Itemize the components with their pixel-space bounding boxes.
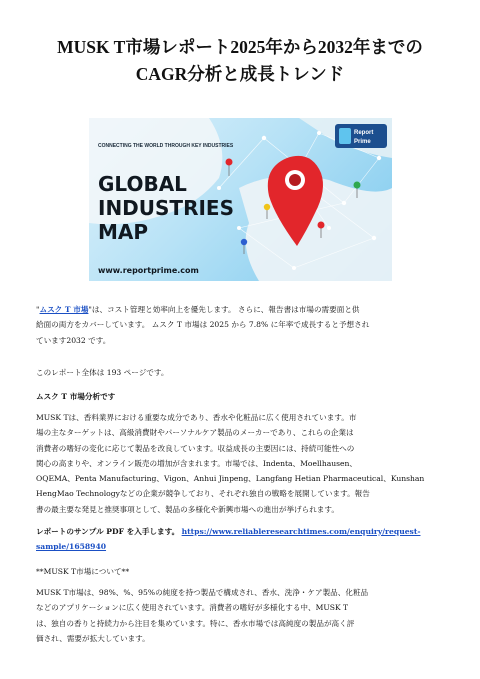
banner-image (89, 118, 392, 281)
about-heading: **MUSK T市場について** (36, 567, 130, 576)
analysis-line: 書の最主要な発見と推奨事項として、製品の多様化や新興市場への進出が挙げられます。 (36, 504, 339, 514)
market-link[interactable]: ムスク T 市場 (39, 305, 89, 314)
analysis-line: 関心の高まりや、オンライン販売の増加が含まれます。市場では、Indenta、Moellhausen、 (36, 458, 358, 468)
sample-request (36, 524, 448, 555)
about-line: 価され、需要が拡大しています。 (36, 633, 150, 643)
analysis-line: OQEMA、Penta Manufacturing、Vigon、Anhui Jinpeng、Langfang Hetian Pharmaceutical、Kunshan (36, 474, 425, 484)
quote-close: " (88, 305, 92, 314)
page-title-line2: CAGR分析と成長トレンド (135, 64, 345, 84)
analysis-line: HengMao Technologyなどの企業が競争しており、それぞれ独自の戦略を展開しています。報告 (36, 489, 370, 499)
sample-url-link-cont[interactable]: sample/1658940 (36, 542, 107, 552)
analysis-line: MUSK Tは、香料業界における重要な成分であり、香水や化粧品に広く使用されています。市 (36, 413, 357, 422)
logo-text-line2: Prime (354, 139, 371, 145)
banner-tagline: CONNECTING THE WORLD THROUGH KEY INDUSTRIES (98, 143, 234, 149)
intro-line2: 給面の両方をカバーしています。 ムスク T 市場は 2025 から 7.8% に年率で成長すると予想され (36, 320, 370, 330)
pages-note: このレポート全体は 193 ページです。 (36, 368, 169, 377)
intro-line1-rest: は、コスト管理と効率向上を優先します。 さらに、報告書は市場の需要面と供 (91, 305, 360, 314)
analysis-line: 場の主なターゲットは、高級消費財やパーソナルケア製品のメーカーであり、これらの企業は (36, 428, 354, 438)
about-line: MUSK T市場は、98%、%、95%の純度を持つ製品で構成され、香水、洗浄・ケア製品、化粧品 (36, 588, 369, 597)
analysis-paragraph (36, 410, 448, 517)
intro-line3: ています2032 です。 (36, 335, 111, 345)
intro-paragraph (36, 302, 448, 348)
logo-text-line1: Report (354, 130, 374, 136)
quote-open: " (36, 305, 40, 314)
banner-heading-line3: MAP (98, 220, 149, 244)
banner-heading-line2: INDUSTRIES (98, 196, 234, 220)
sample-label: レポートのサンプル PDF を入手します。 (36, 527, 180, 536)
sample-url-link[interactable]: https://www.reliableresearchtimes.com/enquiry/request- (181, 527, 421, 536)
intro-line1 (36, 302, 448, 317)
analysis-heading: ムスク T 市場分析です (36, 392, 116, 401)
banner-website: www.reportprime.com (98, 266, 199, 275)
world-map-graphic (89, 118, 392, 281)
page-title (20, 34, 460, 88)
analysis-line: 消費者の嗜好の変化に応じて製品を改良しています。収益成長の主要因には、持続可能性への (36, 443, 355, 453)
about-line: は、独自の香りと持続力から注目を集めています。特に、香水市場では高純度の製品が高く評 (36, 618, 355, 628)
about-line: などのアプリケーションに広く使用されています。消費者の嗜好が多様化する中、MUSK T (36, 603, 349, 613)
banner-heading-line1: GLOBAL (98, 172, 187, 196)
page-title-line1: MUSK T市場レポート2025年から2032年までの (57, 37, 423, 57)
about-paragraph (36, 585, 448, 646)
